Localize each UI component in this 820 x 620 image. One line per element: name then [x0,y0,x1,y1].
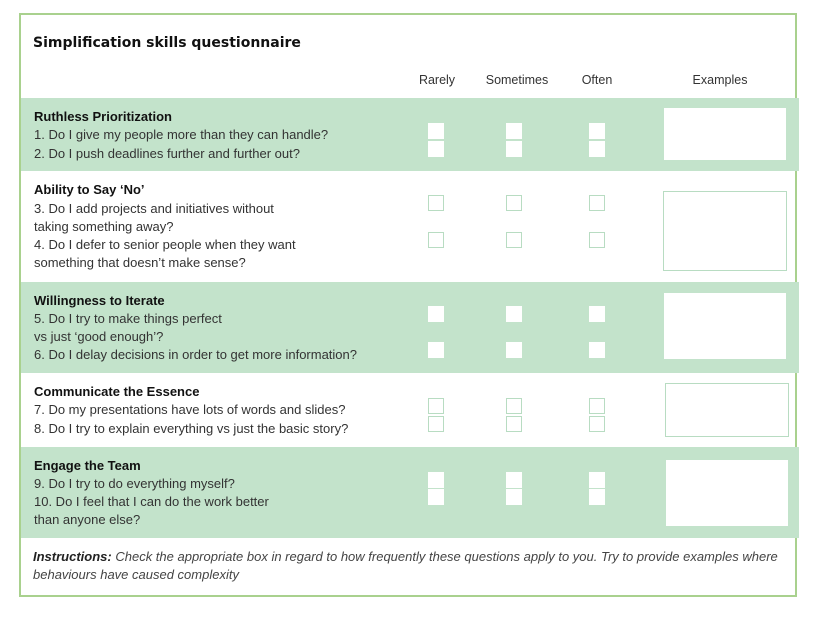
checkbox-q6-rarely[interactable] [428,342,444,358]
checkbox-q4-sometimes[interactable] [506,232,522,248]
checkbox-q9-rarely[interactable] [428,472,444,488]
instructions-label: Instructions: [33,549,112,564]
column-header-often: Often [581,73,613,87]
checkbox-q4-often[interactable] [589,232,605,248]
checkbox-q6-often[interactable] [589,342,605,358]
checkbox-q1-rarely[interactable] [428,123,444,139]
column-header-rarely: Rarely [418,73,456,87]
instructions-text: Check the appropriate box in regard to how frequently these questions apply to you. Try to provide examples where behaviours have caused complexity [33,549,778,582]
question-10-cont: than anyone else? [34,512,141,527]
section-title: Ability to Say ‘No’ [34,182,145,197]
question-6: 6. Do I delay decisions in order to get more information? [34,347,358,362]
checkbox-q1-sometimes[interactable] [506,123,522,139]
checkbox-q9-sometimes[interactable] [506,472,522,488]
column-header-examples: Examples [692,73,748,87]
question-3: 3. Do I add projects and initiatives without [34,201,274,216]
section-engage-the-team [21,447,799,538]
checkbox-q5-often[interactable] [589,306,605,322]
checkbox-q8-sometimes[interactable] [506,416,522,432]
question-1: 1. Do I give my people more than they can handle? [34,127,329,142]
section-title: Willingness to Iterate [34,293,165,308]
section-title: Communicate the Essence [34,384,200,399]
question-2: 2. Do I push deadlines further and further out? [34,146,300,161]
section-title: Ruthless Prioritization [34,109,172,124]
checkbox-q7-sometimes[interactable] [506,398,522,414]
section-communicate-the-essence [21,373,799,447]
question-4: 4. Do I defer to senior people when they want [34,237,296,252]
checkbox-q10-rarely[interactable] [428,489,444,505]
checkbox-q10-sometimes[interactable] [506,489,522,505]
question-5: 5. Do I try to make things perfect [34,311,222,326]
checkbox-q7-rarely[interactable] [428,398,444,414]
checkbox-q9-often[interactable] [589,472,605,488]
checkbox-q10-often[interactable] [589,489,605,505]
checkbox-q3-rarely[interactable] [428,195,444,211]
examples-box-1[interactable] [664,108,786,160]
section-ability-to-say-no [21,171,799,282]
checkbox-q5-rarely[interactable] [428,306,444,322]
page-title: Simplification skills questionnaire [33,35,301,51]
question-7: 7. Do my presentations have lots of words and slides? [34,402,346,417]
examples-box-5[interactable] [666,460,788,526]
checkbox-q3-often[interactable] [589,195,605,211]
checkbox-q2-rarely[interactable] [428,141,444,157]
section-willingness-to-iterate [21,282,799,373]
checkbox-q8-often[interactable] [589,416,605,432]
checkbox-q6-sometimes[interactable] [506,342,522,358]
examples-box-2[interactable] [663,191,787,271]
section-title: Engage the Team [34,458,141,473]
checkbox-q4-rarely[interactable] [428,232,444,248]
instructions [33,548,783,584]
checkbox-q5-sometimes[interactable] [506,306,522,322]
question-9: 9. Do I try to do everything myself? [34,476,235,491]
question-3-cont: taking something away? [34,219,174,234]
checkbox-q2-often[interactable] [589,141,605,157]
question-4-cont: something that doesn’t make sense? [34,255,246,270]
checkbox-q1-often[interactable] [589,123,605,139]
examples-box-4[interactable] [665,383,789,437]
checkbox-q3-sometimes[interactable] [506,195,522,211]
checkbox-q8-rarely[interactable] [428,416,444,432]
column-header-sometimes: Sometimes [485,73,549,87]
question-10: 10. Do I feel that I can do the work better [34,494,269,509]
examples-box-3[interactable] [664,293,786,359]
checkbox-q7-often[interactable] [589,398,605,414]
question-5-cont: vs just ‘good enough’? [34,329,164,344]
checkbox-q2-sometimes[interactable] [506,141,522,157]
question-8: 8. Do I try to explain everything vs just the basic story? [34,421,349,436]
section-ruthless-prioritization [21,98,799,171]
